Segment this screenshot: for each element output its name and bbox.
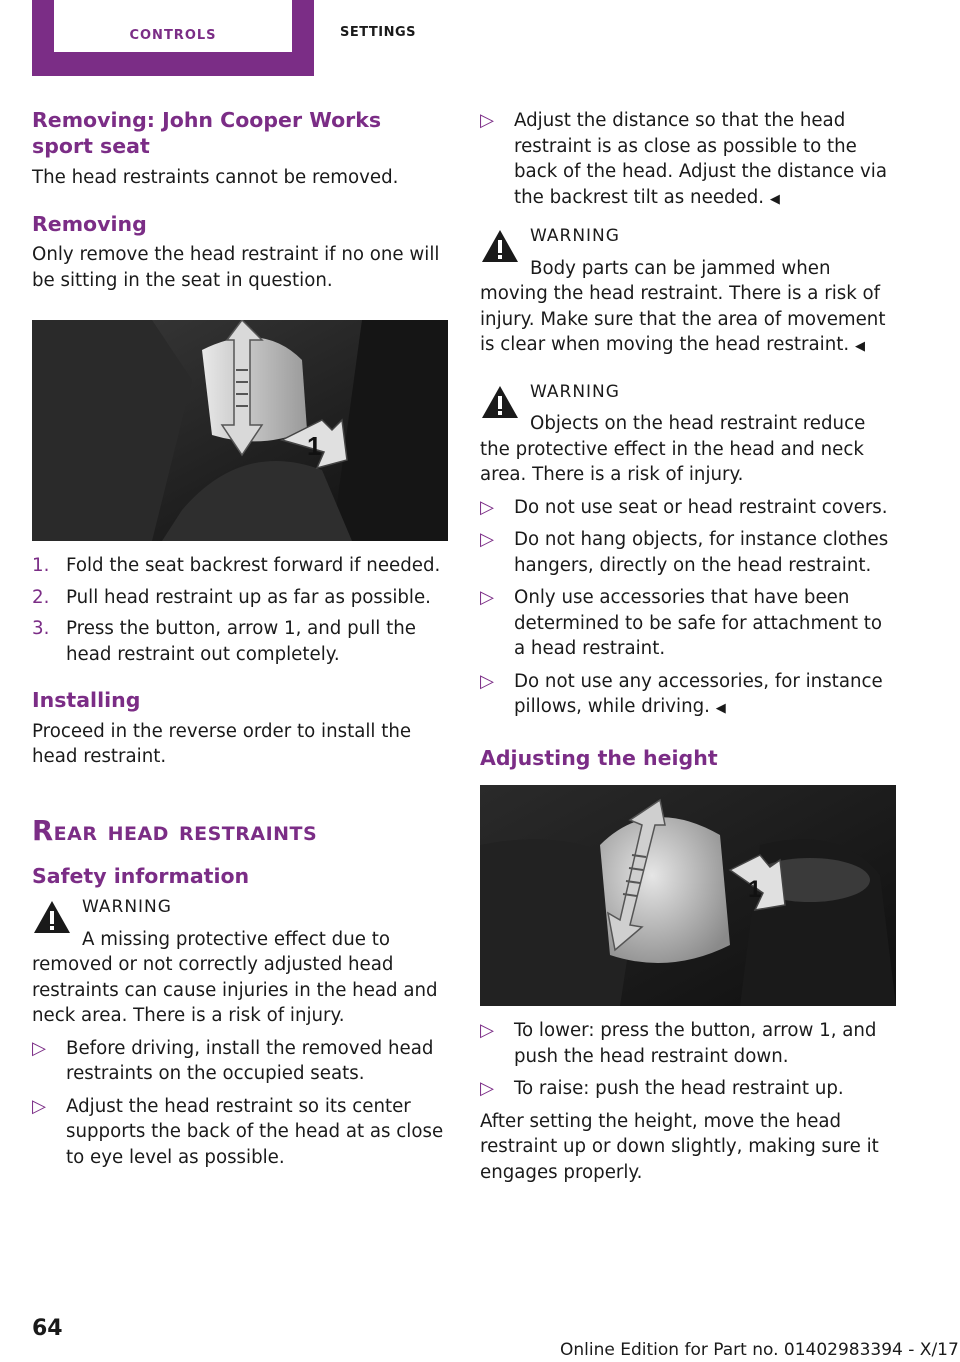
arrow-1-label: 1 <box>307 431 322 461</box>
step-text: Press the button, arrow 1, and pull the head restraint out completely. <box>66 618 416 665</box>
heading-removing-jcw: Removing: John Cooper Works sport seat <box>32 108 382 158</box>
warning-triangle-icon <box>32 899 72 935</box>
bullet-marker-icon: ▷ <box>32 1095 46 1117</box>
tab-controls-label: controls <box>54 0 292 52</box>
list-item <box>480 108 896 212</box>
heading-adjusting-height: Adjusting the height <box>480 745 718 770</box>
heading-safety-information: Safety information <box>32 863 250 888</box>
bullet-text: Before driving, install the removed head restraints on the occupied seats. <box>66 1037 434 1084</box>
end-marker-icon: ◀ <box>854 339 865 354</box>
bullet-marker-icon: ▷ <box>32 1037 46 1059</box>
height-adjust-image <box>480 785 896 1006</box>
warning-label: WARNING <box>82 897 172 917</box>
bullet-marker-icon: ▷ <box>480 110 494 131</box>
list-item <box>32 1036 450 1087</box>
list-item <box>480 1018 896 1069</box>
page-number: 64 <box>32 1316 63 1341</box>
height-bullets <box>480 1018 896 1102</box>
bullet-text: To lower: press the button, arrow 1, and push the head restraint down. <box>514 1020 877 1067</box>
paragraph-after-height: After setting the height, move the head restraint up or down slightly, making sure it engages properly. <box>480 1110 879 1183</box>
list-item <box>480 527 896 578</box>
warning-text-body: Body parts can be jammed when moving the head restraint. There is a risk of injury. Make sure that the area of movement is clear when moving the head restraint. <box>480 257 886 355</box>
step-text: Fold the seat backrest forward if needed. <box>66 555 441 576</box>
bullet-text: To raise: push the head restraint up. <box>514 1078 844 1099</box>
height-illustration <box>480 785 896 1006</box>
tab-settings[interactable]: settings <box>340 20 417 41</box>
step-number: 2. <box>32 586 50 608</box>
list-item <box>32 553 450 579</box>
left-column <box>32 108 450 1170</box>
warning-block <box>32 895 450 1029</box>
list-item <box>32 1094 450 1171</box>
warning-block <box>480 380 896 488</box>
warning-label: WARNING <box>530 226 620 246</box>
warning-label: WARNING <box>530 381 620 402</box>
step-number: 1. <box>32 555 50 576</box>
edition-footer: Online Edition for Part no. 01402983394 - X/17 <box>560 1340 959 1360</box>
bullet-text: Do not use any accessories, for instance pillows, while driving. <box>514 670 883 717</box>
paragraph-removing: Only remove the head restraint if no one will be sitting in the seat in question. <box>32 244 440 291</box>
heading-installing: Installing <box>32 688 141 712</box>
rear-safety-bullets <box>32 1036 450 1171</box>
paragraph-installing: Proceed in the reverse order to install the head restraint. <box>32 720 412 767</box>
bullet-marker-icon: ▷ <box>480 529 494 550</box>
bullet-text: Adjust the distance so that the head restraint is as close as possible to the back of the head. Adjust the distance via the backrest tilt as needed. <box>514 110 887 208</box>
warning-triangle-icon <box>480 384 520 420</box>
end-marker-icon: ◀ <box>715 701 726 716</box>
end-marker-icon: ◀ <box>769 191 780 207</box>
bullet-marker-icon: ▷ <box>480 496 494 518</box>
bullet-marker-icon: ▷ <box>480 1020 494 1041</box>
list-item <box>480 1076 896 1102</box>
bullet-text: Adjust the head restraint so its center supports the back of the head at as close to eye level as possible. <box>66 1095 444 1168</box>
list-item <box>480 669 896 722</box>
bullet-text: Do not hang objects, for instance clothes hangers, directly on the head restraint. <box>514 529 889 576</box>
bullet-text: Do not use seat or head restraint covers. <box>514 496 888 518</box>
warning-text <box>480 256 896 360</box>
list-item <box>32 585 450 611</box>
warning-triangle-icon <box>480 228 520 264</box>
head-restraint-removal-image <box>32 320 448 541</box>
list-item <box>480 585 896 662</box>
heading-rear-head-restraints: Rear head restraints <box>32 814 318 847</box>
warning-text <box>480 411 896 488</box>
warning-text <box>32 927 450 1029</box>
bullet-text: Only use accessories that have been determined to be safe for attachment to a head restraint. <box>514 587 883 659</box>
warning-block <box>480 224 896 360</box>
section-tabs <box>0 0 960 78</box>
list-item <box>32 616 450 667</box>
step-text: Pull head restraint up as far as possible. <box>66 586 431 608</box>
tab-controls[interactable] <box>32 0 314 76</box>
paragraph-jcw: The head restraints cannot be removed. <box>32 167 399 188</box>
list-item <box>480 495 896 521</box>
arrow-1-label: 1 <box>748 876 762 903</box>
bullet-marker-icon: ▷ <box>480 1078 494 1099</box>
bullet-marker-icon: ▷ <box>480 587 494 608</box>
accessory-bullets <box>480 495 896 722</box>
bullet-marker-icon: ▷ <box>480 670 494 692</box>
heading-removing: Removing <box>32 211 147 236</box>
step-number: 3. <box>32 618 50 639</box>
warning-text-body: Objects on the head restraint reduce the protective effect in the head and neck area. There is a risk of injury. <box>480 413 866 485</box>
distance-bullet <box>480 108 896 212</box>
removal-steps <box>32 553 450 667</box>
warning-text-body: A missing protective effect due to removed or not correctly adjusted head restraints can cause injuries in the head and neck area. There is a risk of injury. <box>32 928 438 1026</box>
removal-illustration <box>32 320 448 541</box>
right-column <box>480 108 896 1185</box>
